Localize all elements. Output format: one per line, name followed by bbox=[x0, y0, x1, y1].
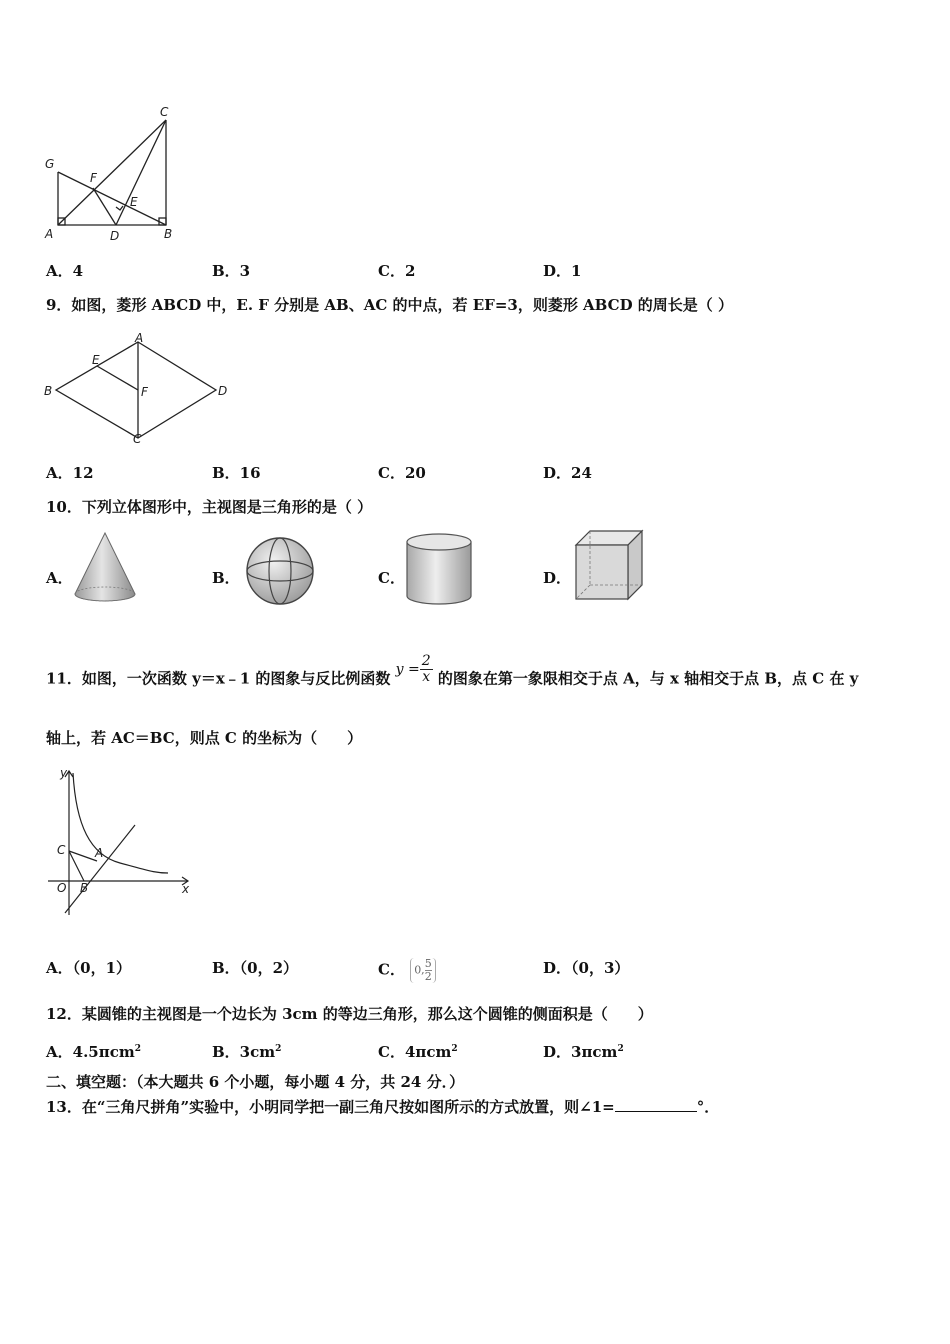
q11-frac-num: 2 bbox=[421, 653, 431, 669]
q11-option-c-prefix: 0, bbox=[414, 963, 425, 977]
q11-label-x: x bbox=[182, 882, 190, 896]
q9-label-C: C bbox=[133, 432, 142, 446]
q9-figure bbox=[40, 330, 240, 450]
q11-option-c-num: 5 bbox=[424, 957, 432, 970]
q10-option-c: C． bbox=[378, 569, 405, 587]
q9-label-D: D bbox=[218, 384, 228, 398]
q8-figure bbox=[40, 100, 190, 245]
q11-option-c-value bbox=[410, 958, 436, 983]
q13-stem bbox=[46, 1097, 719, 1117]
q8-label-B: B bbox=[164, 227, 173, 241]
q8-label-E: E bbox=[130, 195, 138, 209]
q11-label-y: y bbox=[60, 766, 68, 780]
q13-stem-suffix: °． bbox=[696, 1098, 720, 1116]
q11-label-A: A bbox=[95, 846, 104, 860]
cube-icon bbox=[572, 527, 648, 603]
q9-option-a: A．12 bbox=[46, 464, 94, 482]
q12-option-d bbox=[543, 1039, 624, 1062]
q11-stem-part1: 11．如图，一次函数 y＝x﹣1 的图象与反比例函数 bbox=[46, 669, 391, 688]
q11-option-a: A．（0，1） bbox=[46, 959, 132, 977]
q11-figure bbox=[40, 765, 200, 920]
q11-option-d: D．（0，3） bbox=[543, 959, 630, 977]
q8-label-F: F bbox=[90, 171, 97, 185]
cylinder-icon bbox=[402, 532, 476, 608]
q12-option-b bbox=[212, 1039, 281, 1062]
q8-label-D: D bbox=[110, 229, 120, 243]
q11-option-c bbox=[378, 958, 436, 983]
q9-option-c: C．20 bbox=[378, 464, 426, 482]
q9-label-A: A bbox=[135, 331, 144, 345]
q12-option-a bbox=[46, 1039, 141, 1062]
q10-option-b: B． bbox=[212, 569, 240, 587]
q13-stem-text: 13．在“三角尺拼角”实验中，小明同学把一副三角尺按如图所示的方式放置，则∠1= bbox=[46, 1098, 615, 1116]
q12-option-c bbox=[378, 1039, 458, 1062]
q11-stem-part2: 的图象在第一象限相交于点 A，与 x 轴相交于点 B，点 C 在 y bbox=[437, 669, 859, 688]
q12-stem: 12．某圆锥的主视图是一个边长为 3cm 的等边三角形，那么这个圆锥的侧面积是（ ） bbox=[46, 1005, 653, 1023]
section2-heading: 二、填空题：（本大题共 6 个小题，每小题 4 分，共 24 分．） bbox=[46, 1073, 465, 1091]
q13-answer-blank[interactable] bbox=[615, 1097, 697, 1112]
q12-option-b-exp: 2 bbox=[275, 1044, 282, 1054]
q9-option-b: B．16 bbox=[212, 464, 261, 482]
sphere-icon bbox=[244, 535, 316, 607]
q11-option-c-den: 2 bbox=[424, 970, 432, 983]
q12-option-d-exp: 2 bbox=[617, 1044, 624, 1054]
q8-label-G: G bbox=[45, 157, 55, 171]
q11-frac-den: x bbox=[422, 669, 431, 685]
q12-option-c-exp: 2 bbox=[451, 1044, 458, 1054]
q10-stem: 10．下列立体图形中，主视图是三角形的是（ ） bbox=[46, 498, 373, 516]
q11-label-B: B bbox=[80, 881, 89, 895]
q11-label-C: C bbox=[57, 843, 66, 857]
q11-option-c-label: C． bbox=[378, 960, 405, 979]
q9-label-E: E bbox=[92, 353, 100, 367]
q8-option-d: D．1 bbox=[543, 262, 582, 280]
q9-label-B: B bbox=[44, 384, 53, 398]
q12-option-d-text: D．3πcm bbox=[543, 1043, 618, 1061]
q11-fraction bbox=[420, 654, 433, 685]
q11-label-O: O bbox=[57, 881, 67, 895]
q8-label-C: C bbox=[160, 105, 169, 119]
q9-stem: 9．如图，菱形 ABCD 中，E. F 分别是 AB、AC 的中点，若 EF=3，则菱形 ABCD 的周长是（ ） bbox=[46, 296, 734, 314]
q11-option-b: B．（0，2） bbox=[212, 959, 299, 977]
q12-option-c-text: C．4πcm bbox=[378, 1043, 452, 1061]
q10-option-d: D． bbox=[543, 569, 572, 587]
q8-label-A: A bbox=[45, 227, 54, 241]
q8-option-c: C．2 bbox=[378, 262, 416, 280]
q9-option-d: D．24 bbox=[543, 464, 592, 482]
q11-frac-lhs: y = bbox=[395, 661, 420, 678]
q11-stem-line2: 轴上，若 AC＝BC，则点 C 的坐标为（ ） bbox=[46, 729, 363, 747]
cone-icon bbox=[70, 530, 140, 605]
q11-stem-line1 bbox=[46, 653, 859, 695]
q8-option-a: A．4 bbox=[46, 262, 84, 280]
q12-option-a-text: A．4.5πcm bbox=[46, 1043, 135, 1061]
q8-option-b: B．3 bbox=[212, 262, 251, 280]
q9-label-F: F bbox=[141, 385, 148, 399]
q12-option-a-exp: 2 bbox=[134, 1044, 141, 1054]
q12-option-b-text: B．3cm bbox=[212, 1043, 276, 1061]
q10-option-a: A． bbox=[46, 569, 73, 587]
